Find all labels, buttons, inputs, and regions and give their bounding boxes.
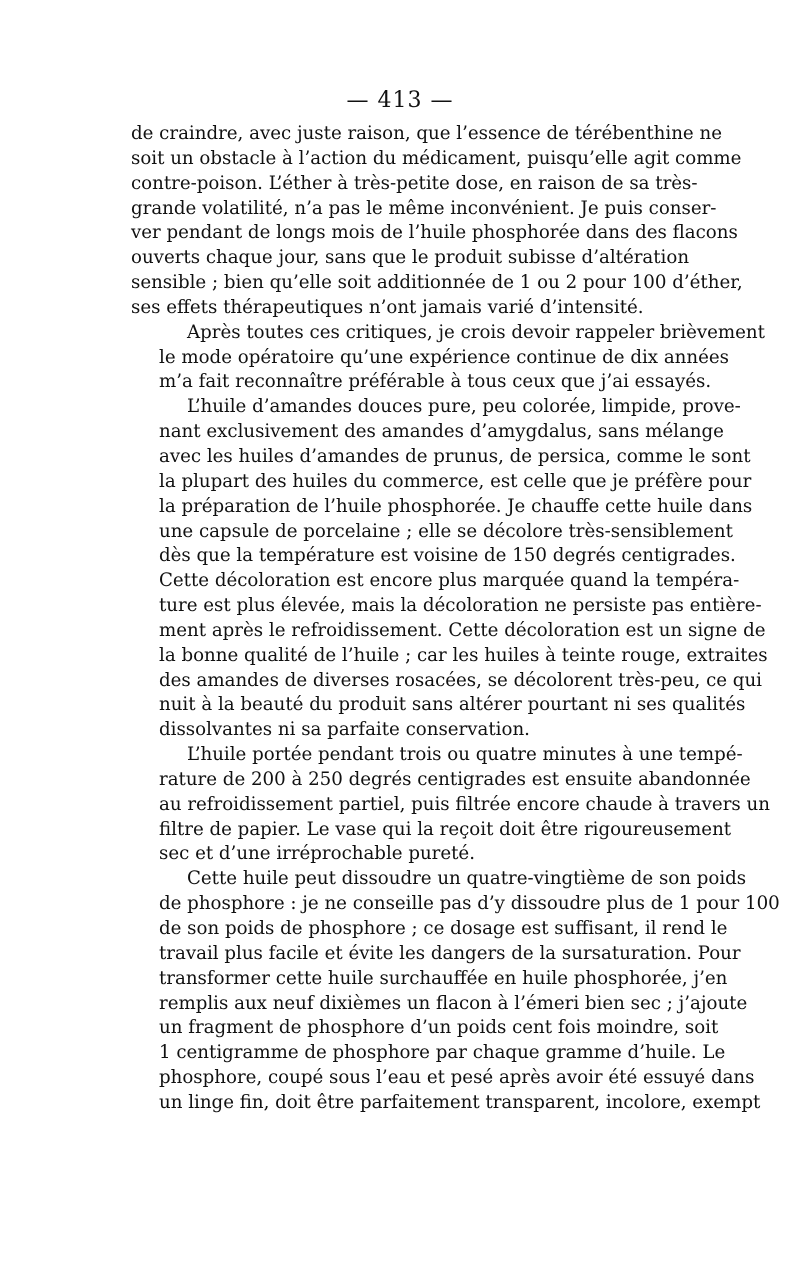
text-line: Cette décoloration est encore plus marquée quand la tempéra- [159,570,740,592]
text-line: de craindre, avec juste raison, que l’essence de térébenthine ne [131,123,722,144]
text-line: transformer cette huile surchauffée en huile phosphorée, j’en [159,967,728,989]
text-line: L’huile portée pendant trois ou quatre minutes à une tempé- [187,744,743,766]
text-line: phosphore, coupé sous l’eau et pesé après avoir été essuyé dans [159,1067,755,1089]
text-line: un linge fin, doit être parfaitement transparent, incolore, exempt [159,1091,761,1113]
text-line: grande volatilité, n’a pas le même inconvénient. Je puis conser- [131,197,717,219]
text-line: ses effets thérapeutiques n’ont jamais varié d’intensité. [131,296,644,318]
text-line: au refroidissement partiel, puis filtrée encore chaude à travers un [159,793,770,815]
text-line: filtre de papier. Le vase qui la reçoit doit être rigoureusement [159,818,732,840]
text-line: nuit à la beauté du produit sans altérer pourtant ni ses qualités [159,694,746,716]
text-line: sensible ; bien qu’elle soit additionnée de 1 ou 2 pour 100 d’éther, [131,272,743,294]
text-line: sec et d’une irréprochable pureté. [159,843,475,865]
text-line: dissolvantes ni sa parfaite conservation. [159,719,530,741]
text-line: le mode opératoire qu’une expérience continue de dix années [159,346,729,368]
paragraph [131,122,743,321]
text-line: dès que la température est voisine de 150 degrés centigrades. [159,545,736,567]
text-line: une capsule de porcelaine ; elle se décolore très-sensiblement [159,520,733,542]
text-line: de son poids de phosphore ; ce dosage est suffisant, il rend le [159,918,728,939]
text-line: remplis aux neuf dixièmes un flacon à l’émeri bien sec ; j’ajoute [159,992,748,1014]
text-line: de phosphore : je ne conseille pas d’y dissoudre plus de 1 pour 100 [159,893,780,915]
text-line: m’a fait reconnaître préférable à tous ceux que j’ai essayés. [159,371,712,393]
paragraph [131,321,765,396]
text-line: la bonne qualité de l’huile ; car les huiles à teinte rouge, extraites [159,644,768,666]
text-line: nant exclusivement des amandes d’amygdalus, sans mélange [159,421,724,443]
paragraph [131,395,768,743]
text-line: un fragment de phosphore d’un poids cent fois moindre, soit [159,1017,719,1039]
paragraph [131,743,770,867]
text-line: ouverts chaque jour, sans que le produit subisse d’altération [131,247,690,269]
text-line: travail plus facile et évite les dangers de la sursaturation. Pour [159,942,741,964]
text-line: Après toutes ces critiques, je crois devoir rappeler brièvement [187,321,765,343]
text-line: rature de 200 à 250 degrés centigrades est ensuite abandonnée [159,768,751,790]
text-line: contre-poison. L’éther à très-petite dose, en raison de sa très- [131,172,698,194]
text-line: la plupart des huiles du commerce, est celle que je préfère pour [159,470,752,492]
text-line: L’huile d’amandes douces pure, peu colorée, limpide, prove- [187,396,741,418]
text-line: la préparation de l’huile phosphorée. Je chauffe cette huile dans [159,495,753,517]
text-line: soit un obstacle à l’action du médicament, puisqu’elle agit comme [131,147,742,169]
text-line: ture est plus élevée, mais la décoloration ne persiste pas entière- [159,595,762,617]
text-line: avec les huiles d’amandes de prunus, de persica, comme le sont [159,445,751,467]
body-text [131,122,780,1116]
text-line: des amandes de diverses rosacées, se décolorent très-peu, ce qui [159,669,762,691]
text-line: ver pendant de longs mois de l’huile phosphorée dans des flacons [131,222,738,244]
paragraph [131,867,780,1115]
page-number: — 413 — [346,88,454,113]
text-line: Cette huile peut dissoudre un quatre-vingtième de son poids [187,868,747,890]
text-line: 1 centigramme de phosphore par chaque gramme d’huile. Le [159,1042,726,1064]
text-line: ment après le refroidissement. Cette décoloration est un signe de [159,619,766,641]
